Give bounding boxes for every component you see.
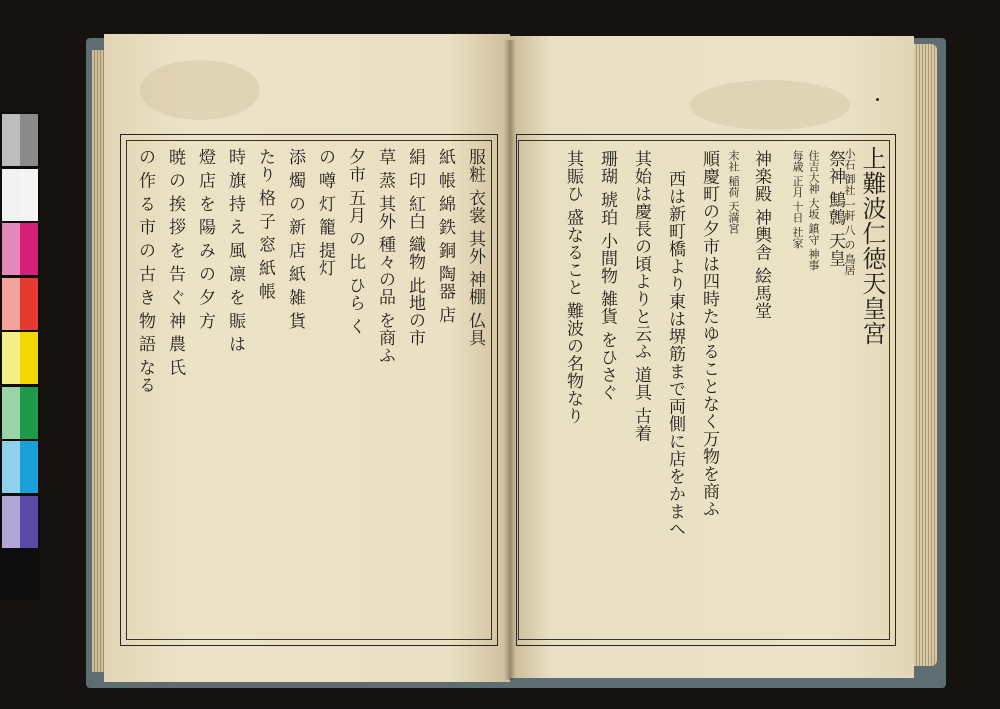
right-page-title: 上難波仁徳天皇宮 xyxy=(858,146,886,346)
text-column: 順慶町の夕市は四時たゆることなく万物を商ふ xyxy=(699,150,719,518)
color-patch xyxy=(20,114,38,166)
color-patch xyxy=(20,496,38,548)
text-column: 暁 の 挨 拶 を 告 ぐ 神 農 氏 xyxy=(165,148,185,377)
text-column: 珊瑚 琥珀 小間物 雑貨 をひさぐ xyxy=(597,150,617,402)
text-column: 西は新町橋より東は堺筋まで両側に店をかまへ xyxy=(665,170,685,538)
text-column: の 噂 灯 籠 提灯 xyxy=(315,148,335,277)
color-patch xyxy=(20,169,38,221)
color-patch xyxy=(20,332,38,384)
text-column: 時 旗 持 え 風 凛 を 賑 は xyxy=(225,148,245,353)
color-patch xyxy=(2,169,20,221)
color-patch xyxy=(2,496,20,548)
text-column: 草 蒸 其外 種々の品 を商ふ xyxy=(375,148,395,365)
text-column: 每歳 正月 十日 社家 xyxy=(791,150,804,249)
text-column: 祭神 鷦鷯 天皇 xyxy=(825,150,845,267)
color-patch xyxy=(2,114,20,166)
color-patch xyxy=(2,387,20,439)
text-column: 住吉大神 大坂 鎮守 神事 xyxy=(807,150,820,271)
text-column: 神楽殿 神輿舎 絵馬堂 xyxy=(751,150,771,320)
color-patch xyxy=(20,387,38,439)
text-column: 燈 店 を 陽 み の 夕 方 xyxy=(195,148,215,330)
text-column: 紙 帳 綿 鉄 銅 陶器 店 xyxy=(435,148,455,324)
text-column: 絹 印 紅白 織物 此地の市 xyxy=(405,148,425,347)
color-patch xyxy=(20,278,38,330)
color-patch xyxy=(20,223,38,275)
text-column: 末社 稲荷 天満宮 xyxy=(727,150,740,234)
paper-stain xyxy=(140,60,260,120)
ink-spot xyxy=(876,98,879,101)
text-column: 其始は慶長の頃よりと云ふ 道具 古着 xyxy=(631,150,651,442)
right-page-title-note: 小石 御社 一軒 八 の 鳥居 xyxy=(843,148,856,276)
paper-stain xyxy=(690,80,850,130)
color-patch xyxy=(2,332,20,384)
text-column: 添 燭 の 新 店 紙 雑 貨 xyxy=(285,148,305,330)
text-column: 服粧 衣裳 其外 神棚 仏具 xyxy=(465,148,485,347)
color-patch xyxy=(2,278,20,330)
color-patch xyxy=(2,441,20,493)
text-column: の 作 る 市 の 古 き 物 語 なる xyxy=(135,148,155,394)
color-patch xyxy=(2,223,20,275)
book-gutter xyxy=(504,40,516,680)
text-column: たり 格 子 窓 紙 帳 xyxy=(255,148,275,301)
text-column: 夕市 五月 の 比 ひら く xyxy=(345,148,365,336)
color-patch xyxy=(20,441,38,493)
text-column: 其賑ひ 盛なること 難波の名物なり xyxy=(563,150,583,425)
